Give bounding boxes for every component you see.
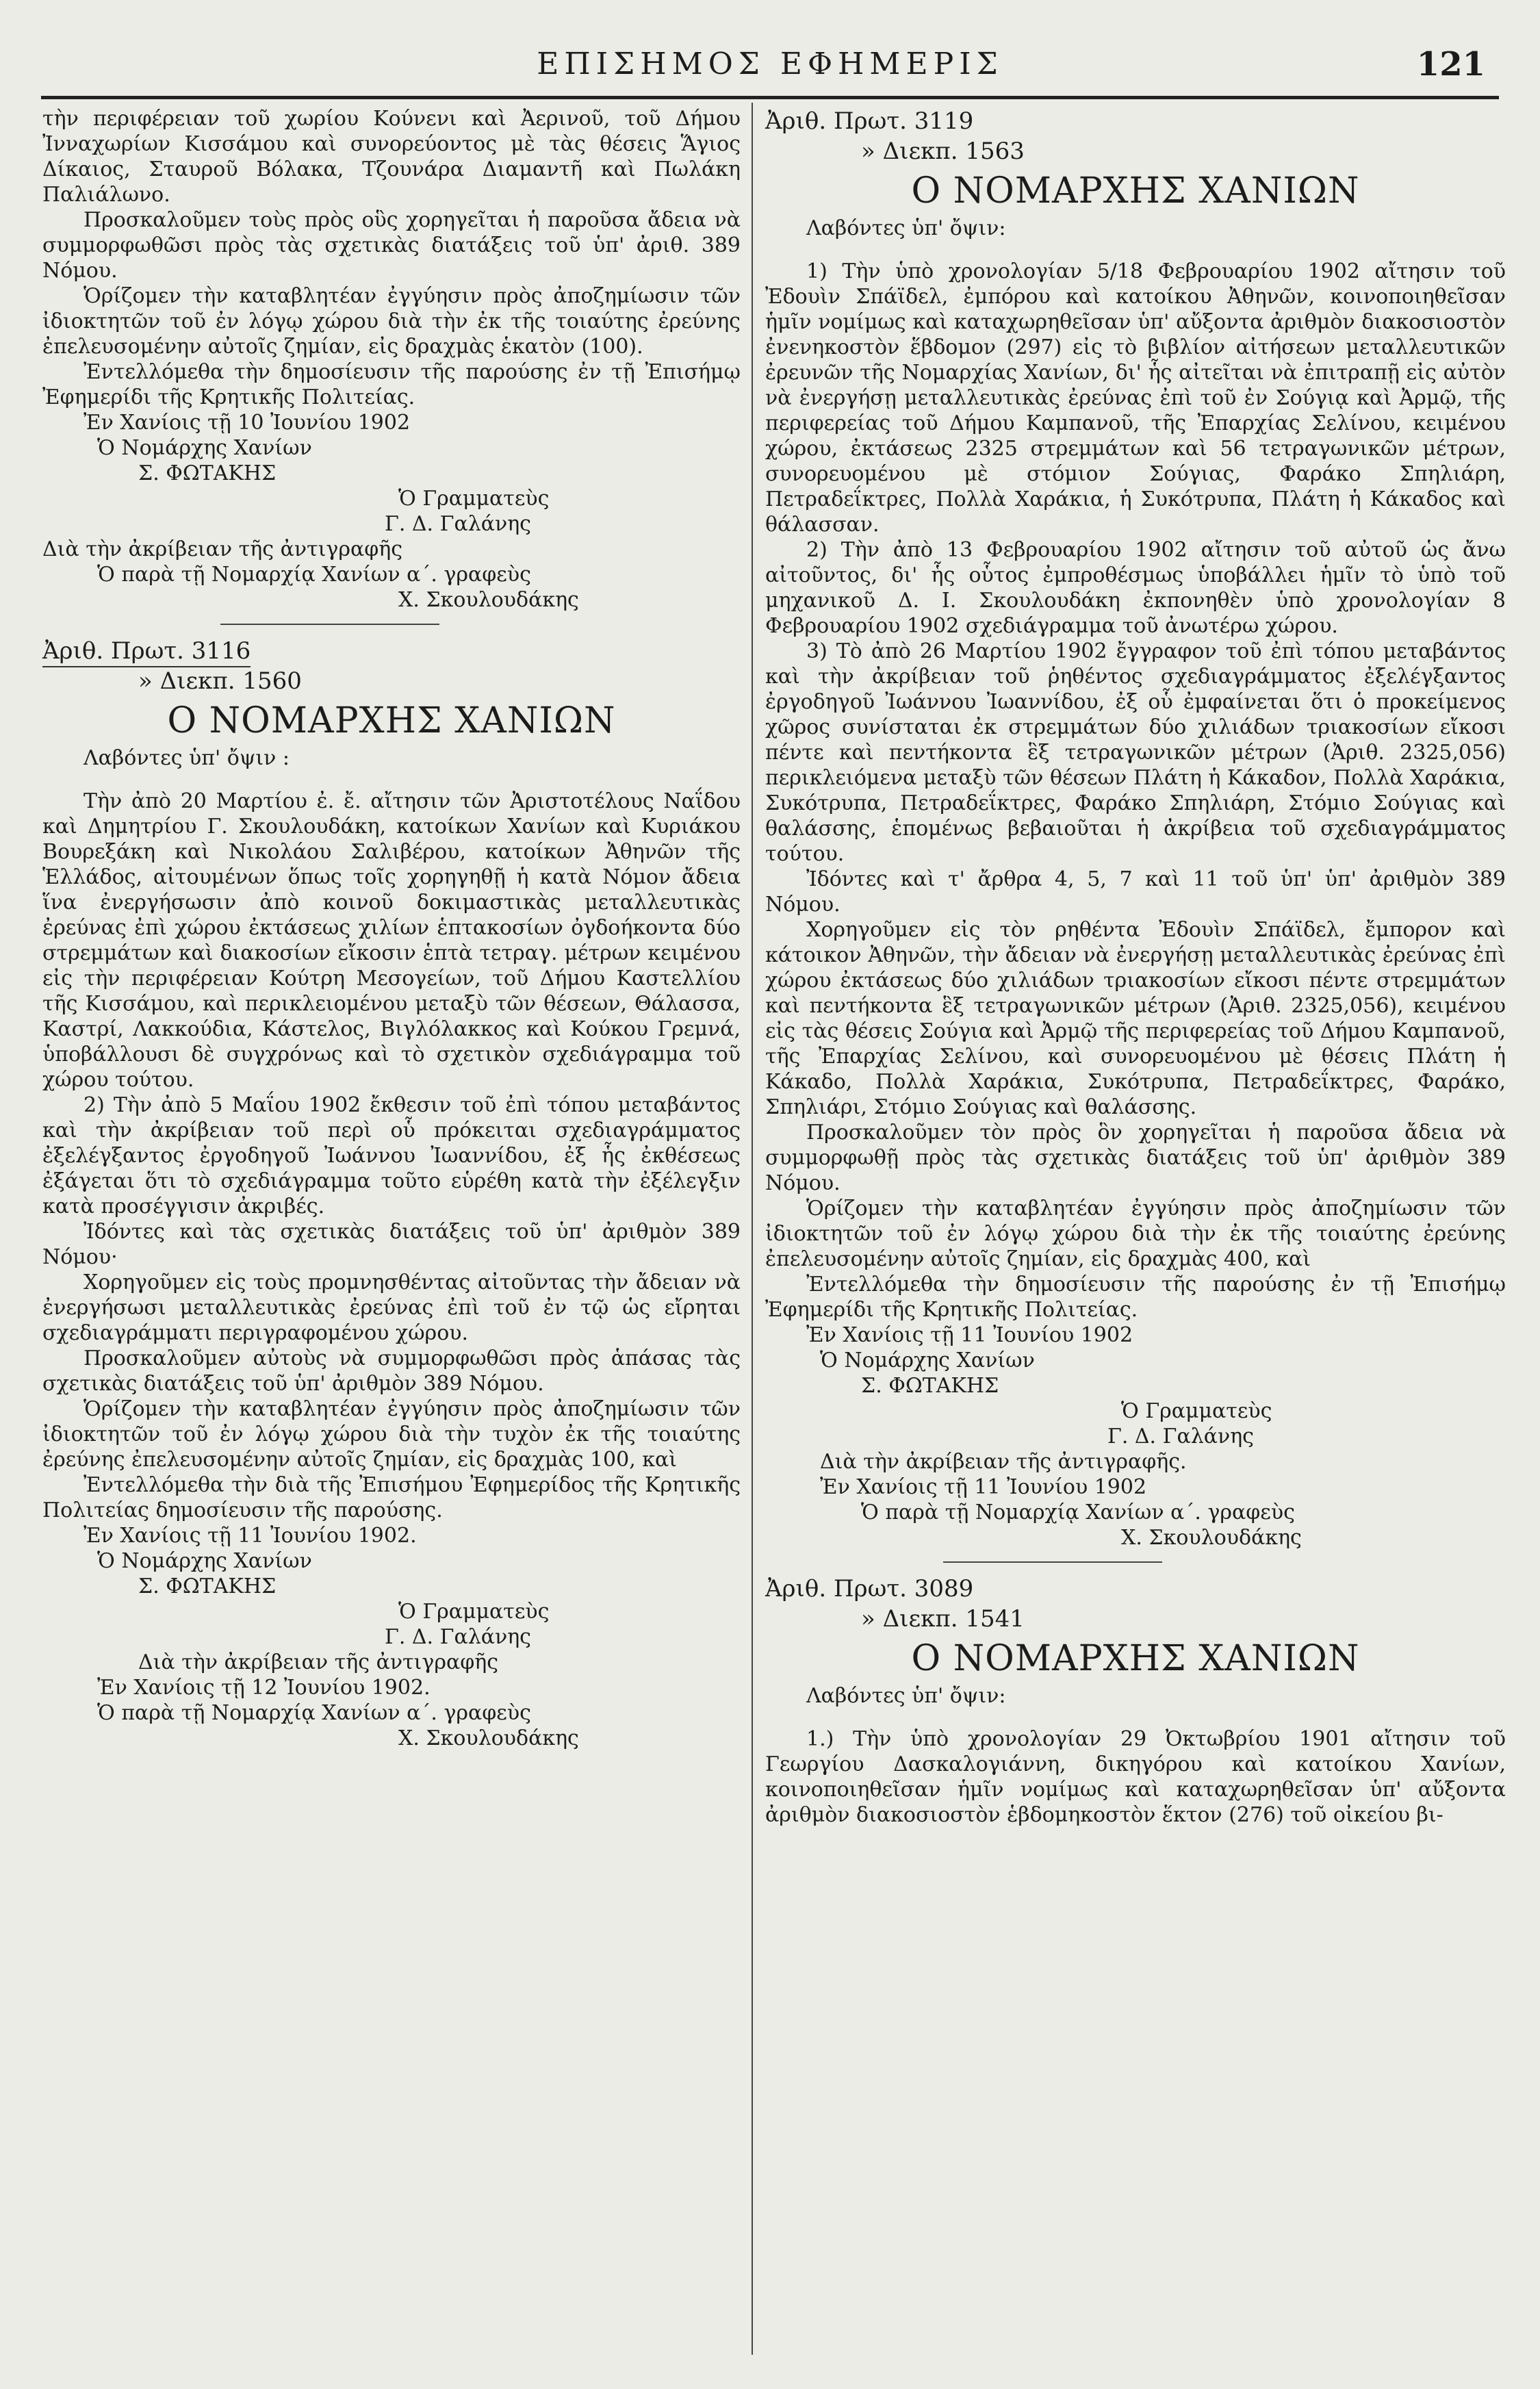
clerk-label: Ὁ παρὰ τῇ Νομαρχίᾳ Χανίων α΄. γραφεὺς <box>861 1500 1295 1524</box>
newspaper-title: ΕΠΙΣΗΜΟΣ ΕΦΗΜΕΡΙΣ <box>537 47 1003 81</box>
date-line-3: Ἐν Χανίοις τῇ 12 Ἰουνίου 1902. <box>97 1676 431 1700</box>
protocol-number-text: Ἀριθ. Πρωτ. 3116 <box>42 637 251 667</box>
nomarch-name-2: Σ. ΦΩΤΑΚΗΣ <box>138 1574 277 1598</box>
protocol-number: Ἀριθ. Πρωτ. 3119 <box>765 107 974 135</box>
protocol-number <box>42 636 741 666</box>
date-line-2: Ἐν Χανίοις τῇ 11 Ἰουνίου 1902 <box>820 1475 1147 1499</box>
section-divider <box>943 1561 1162 1563</box>
secretary-label: Ὁ Γραμματεὺς <box>1121 1399 1272 1423</box>
paragraph-2: 2) Τὴν ἀπὸ 13 Φεβρουαρίου 1902 αἴτησιν τοῦ αὐτοῦ ὡς ἄνω αἰτοῦντος, δι' ἧς οὗτος ἐμπροθέσμως ὑποβάλλει ἡμῖν τὸ ὑπὸ τοῦ μηχανικοῦ Δ. Ι. Σκουλουδάκη ἐκπονηθὲν ὑπὸ χρονολογίαν 8 Φεβρουαρίου 1902 σχεδιάγραμμα τοῦ ἀνωτέρω χώρου. <box>765 538 1506 638</box>
dispatch-number: » Διεκπ. 1563 <box>861 138 1025 165</box>
section-divider <box>220 624 439 625</box>
guarantee-paragraph: Ὁρίζομεν τὴν καταβλητέαν ἐγγύησιν πρὸς ἀποζημίωσιν τῶν ἰδιοκτητῶν τοῦ ἐν λόγῳ χώρου διὰ τὴν ἐκ τῆς τοιαύτης ἐρεύνης ἐπελευσομένην αὐτοῖς ζημίαν, εἰς δραχμὰς 400, καὶ <box>765 1197 1506 1271</box>
paragraph-2: 2) Τὴν ἀπὸ 5 Μαΐου 1902 ἔκθεσιν τοῦ ἐπὶ τόπου μεταβάντος καὶ τὴν ἀκρίβειαν τοῦ περὶ οὗ πρόκειται σχεδιαγράμματος ἐξελέγξαντος ἐργοδηγοῦ Ἰωάννου Ἰωαννίδου, ἐξ ἧς ἐκθέσεως ἐξάγεται ὅτι τὸ σχεδιάγραμμα τοῦτο εὑρέθη κατὰ τὴν ἐξέλεγξιν κατὰ προσέγγισιν ἀκριβές. <box>42 1093 741 1218</box>
clerk-name-2: Χ. Σκουλουδάκης <box>398 1726 579 1750</box>
clerk-label-2: Ὁ παρὰ τῇ Νομαρχίᾳ Χανίων α΄. γραφεὺς <box>97 1701 531 1725</box>
secretary-name: Γ. Δ. Γαλάνης <box>385 512 531 536</box>
dispatch-number-2: » Διεκπ. 1541 <box>861 1605 1025 1633</box>
nomarch-label: Ὁ Νομάρχης Χανίων <box>97 436 312 460</box>
dispatch-number: » Διεκπ. 1560 <box>138 667 302 695</box>
nomarch-name: Σ. ΦΩΤΑΚΗΣ <box>861 1374 999 1398</box>
secretary-label: Ὁ Γραμματεὺς <box>398 487 550 511</box>
seeing-paragraph: Ἰδόντες καὶ τὰς σχετικὰς διατάξεις τοῦ ὑπ' ἀριθμὸν 389 Νόμου· <box>42 1220 741 1269</box>
protocol-number-2: Ἀριθ. Πρωτ. 3089 <box>765 1575 974 1602</box>
grant-paragraph: Χορηγοῦμεν εἰς τὸν ρηθέντα Ἐδουὶν Σπάϊδελ, ἔμπορον καὶ κάτοικον Ἀθηνῶν, τὴν ἄδειαν νὰ ἐνεργήσῃ μεταλλευτικὰς ἐρεύνας ἐπὶ χώρου ἐκτάσεως δύο χιλιάδων τριακοσίων εἴκοσι πέντε στρεμμάτων καὶ πεντήκοντα ἓξ τετραγωνικῶν μέτρων (Ἀριθ. 2325,056), κειμένου εἰς τὰς θέσεις Σούγια καὶ Ἀρμῷ τῆς περιφερείας τοῦ Δήμου Καμπανοῦ, τῆς Ἐπαρχίας Σελίνου, καὶ συνορευομένου μὲ θέσεις Πλάτη ἡ Κάκαδο, Πολλὰ Χαράκια, Συκότρυπα, Πετραδεΐκτρες, Φαράκο, Σπηλιάρι, Στόμιο Σούγιας καὶ θαλάσσης. <box>765 918 1506 1119</box>
invite-paragraph-2: Προσκαλοῦμεν αὐτοὺς νὰ συμμορφωθῶσι πρὸς ἁπάσας τὰς σχετικὰς διατάξεις τοῦ ὑπ' ἀριθμὸν 389 Νόμου. <box>42 1346 741 1396</box>
secretary-name-2: Γ. Δ. Γαλάνης <box>385 1625 531 1649</box>
continuation-paragraph: τὴν περιφέρειαν τοῦ χωρίου Κούνενι καὶ Ἀερινοῦ, τοῦ Δήμου Ἰνναχωρίων Κισσάμου καὶ συνορεύοντος μὲ τὰς θέσεις Ἅγιος Δίκαιος, Σταυροῦ Βόλακα, Τζουνάρα Διαμαντῆ καὶ Πωλάκη Παλιάλωνο. <box>42 107 741 207</box>
publish-paragraph: Ἐντελλόμεθα τὴν δημοσίευσιν τῆς παρούσης ἐν τῇ Ἐπισήμῳ Ἐφημερίδι τῆς Κρητικῆς Πολιτείας. <box>42 360 741 409</box>
invite-paragraph: Προσκαλοῦμεν τοὺς πρὸς οὓς χορηγεῖται ἡ παροῦσα ἄδεια νὰ συμμορφωθῶσι πρὸς τὰς σχετικὰς διατάξεις τοῦ ὑπ' ἀριθ. 389 Νόμου. <box>42 208 741 283</box>
accuracy-line: Διὰ τὴν ἀκρίβειαν τῆς ἀντιγραφῆς. <box>820 1450 1187 1474</box>
nomarch-label-2: Ὁ Νομάρχης Χανίων <box>97 1549 312 1573</box>
right-column <box>765 106 1506 1828</box>
accuracy-line: Διὰ τὴν ἀκρίβειαν τῆς ἀντιγραφῆς <box>42 537 403 561</box>
page-number: 121 <box>1416 45 1485 84</box>
date-line: Ἐν Χανίοις τῇ 11 Ἰουνίου 1902 <box>806 1323 1133 1347</box>
secretary-name: Γ. Δ. Γαλάνης <box>1107 1425 1254 1448</box>
having-seen-line-2: Λαβόντες ὑπ' ὄψιν: <box>806 1684 1006 1708</box>
spacer <box>42 771 741 789</box>
clerk-name: Χ. Σκουλουδάκης <box>1121 1526 1302 1550</box>
section-heading-2: Ο ΝΟΜΑΡΧΗΣ ΧΑΝΙΩΝ <box>911 1638 1360 1679</box>
nomarch-name: Σ. ΦΩΤΑΚΗΣ <box>138 461 277 485</box>
paragraph-1: Τὴν ἀπὸ 20 Μαρτίου ἐ. ἔ. αἴτησιν τῶν Ἀριστοτέλους Ναΐδου καὶ Δημητρίου Γ. Σκουλουδάκη, κατοίκων Χανίων καὶ Κυριάκου Βουρεξάκη καὶ Νικολάου Σαλιβέρου, κατοίκων Ἀθηνῶν τῆς Ἑλλάδος, αἰτουμένων ὅπως τοῖς χορηγηθῇ ἡ κατὰ Νόμον ἄδεια ἵνα ἐνεργήσωσιν ἀπὸ κοινοῦ δοκιμαστικὰς μεταλλευτικὰς ἐρεύνας ἐπὶ χώρου ἐκτάσεως χιλίων ἑπτακοσίων ὀγδοήκοντα δύο στρεμμάτων καὶ διακοσίων εἴκοσιν ἑπτὰ τετραγ. μέτρων κειμένου εἰς τὴν περιφέρειαν Κούτρη Μεσογείων, τοῦ Δήμου Καστελλίου τῆς Κισσάμου, καὶ περικλειομένου μεταξὺ τῶν θέσεων, Θάλασσα, Καστρί, Λακκούδια, Κάστελος, Βιγλόλακκος καὶ Κούκου Γρεμνά, ὑποβάλλουσι δὲ συγχρόνως καὶ τὸ σχετικὸν σχεδιάγραμμα τοῦ χώρου τούτου. <box>42 789 741 1092</box>
date-line-2: Ἐν Χανίοις τῇ 11 Ἰουνίου 1902. <box>84 1524 417 1548</box>
paragraph-1: 1) Τὴν ὑπὸ χρονολογίαν 5/18 Φεβρουαρίου 1902 αἴτησιν τοῦ Ἐδουὶν Σπάϊδελ, ἐμπόρου καὶ κατοίκου Ἀθηνῶν, κοινοποιηθεῖσαν ἡμῖν νομίμως καὶ καταχωρηθεῖσαν ὑπ' αὔξοντα ἀριθμὸν διακοσιοστὸν ἐνενηκοστὸν ἕβδομον (297) εἰς τὸ βιβλίον αἰτήσεων μεταλλευτικῶν ἐρευνῶν τῆς Νομαρχίας Χανίων, δι' ἧς αἰτεῖται νὰ ἐπιτραπῇ εἰς αὐτὸν νὰ ἐνεργήσῃ μεταλλευτικὰς ἐρεύνας ἐπὶ τοῦ ἐν Σούγιᾳ καὶ Ἀρμῷ, τῆς περιφερείας τοῦ Δήμου Καμπανοῦ, τῆς Ἐπαρχίας Σελίνου, κειμένου χώρου, ἐκτάσεως 2325 στρεμμάτων καὶ 56 τετραγωνικῶν μέτρων, συνορευομένου μὲ στόμιον Σούγιας, Φαράκο Σπηλιάρη, Πετραδεΐκτρες, Πολλὰ Χαράκια, ἡ Συκότρυπα, Πλάτη ἡ Κάκαδος καὶ θάλασσαν. <box>765 259 1506 537</box>
paragraph-last: 1.) Τὴν ὑπὸ χρονολογίαν 29 Ὀκτωβρίου 1901 αἴτησιν τοῦ Γεωργίου Δασκαλογιάννη, δικηγόρου καὶ κατοίκου Χανίων, κοινοποιηθεῖσαν ἡμῖν νομίμως καὶ καταχωρηθεῖσαν ὑπ' αὔξοντα ἀριθμὸν διακοσιοστὸν ἑβδομηκοστὸν ἕκτον (276) τοῦ οἰκείου βι- <box>765 1727 1506 1827</box>
column-divider <box>752 103 753 2355</box>
date-line: Ἐν Χανίοις τῇ 10 Ἰουνίου 1902 <box>84 411 411 435</box>
clerk-label: Ὁ παρὰ τῇ Νομαρχίᾳ Χανίων α΄. γραφεὺς <box>97 563 531 587</box>
having-seen-line: Λαβόντες ὑπ' ὄψιν: <box>806 216 1006 240</box>
clerk-name: Χ. Σκουλουδάκης <box>398 588 579 612</box>
publish-paragraph: Ἐντελλόμεθα τὴν δημοσίευσιν τῆς παρούσης ἐν τῇ Ἐπισήμῳ Ἐφημερίδι τῆς Κρητικῆς Πολιτείας. <box>765 1273 1506 1322</box>
spacer <box>765 241 1506 259</box>
publish-paragraph-2: Ἐντελλόμεθα τὴν διὰ τῆς Ἐπισήμου Ἐφημερίδος τῆς Κρητικῆς Πολιτείας δημοσίευσιν τῆς παρούσης. <box>42 1473 741 1522</box>
accuracy-line-2: Διὰ τὴν ἀκρίβειαν τῆς ἀντιγραφῆς <box>138 1650 499 1674</box>
left-column <box>42 106 741 1751</box>
paragraph-3: 3) Τὸ ἀπὸ 26 Μαρτίου 1902 ἔγγραφον τοῦ ἐπὶ τόπου μεταβάντος καὶ τὴν ἀκρίβειαν τοῦ ῥηθέντος σχεδιαγράμματος ἐξελέγξαντος ἐργοδηγοῦ Ἰωάννου Ἰωαννίδου, ἐξ οὗ ἐμφαίνεται ὅτι ὁ προκείμενος χῶρος συνίσταται ἐκ στρεμμάτων δύο χιλιάδων τριακοσίων εἴκοσι πέντε καὶ πεντήκοντα ἓξ τετραγωνικῶν μέτρων (Ἀριθ. 2325,056) περικλειόμενα μεταξὺ τῶν θέσεων Πλάτη ἡ Κάκαδον, Πολλὰ Χαράκια, Συκότρυπα, Πετραδεΐκτρες, Φαράκο Σπηλιάρη, Στόμιο Σούγιας καὶ θαλάσσης, ἑπομένως βεβαιοῦται ἡ ἀκρίβεια τοῦ σχεδιαγράμματος τούτου. <box>765 639 1506 866</box>
secretary-label-2: Ὁ Γραμματεὺς <box>398 1600 550 1624</box>
invite-paragraph: Προσκαλοῦμεν τὸν πρὸς ὃν χορηγεῖται ἡ παροῦσα ἄδεια νὰ συμμορφωθῇ πρὸς τὰς σχετικὰς διατάξεις τοῦ ὑπ' ἀριθμὸν 389 Νόμου. <box>765 1121 1506 1195</box>
guarantee-paragraph-2: Ὁρίζομεν τὴν καταβλητέαν ἐγγύησιν πρὸς ἀποζημίωσιν τῶν ἰδιοκτητῶν τοῦ ἐν λόγῳ χώρου διὰ τὴν τυχὸν ἐκ τῆς τοιαύτης ἐρεύνης ἐπελευσομένην αὐτοῖς ζημίαν, εἰς δραχμὰς 100, καὶ <box>42 1397 741 1472</box>
having-seen-line: Λαβόντες ὑπ' ὄψιν : <box>84 746 290 770</box>
guarantee-paragraph: Ὁρίζομεν τὴν καταβλητέαν ἐγγύησιν πρὸς ἀποζημίωσιν τῶν ἰδιοκτητῶν τοῦ ἐν λόγῳ χώρου διὰ τὴν ἐκ τῆς τοιαύτης ἐρεύνης ἐπελευσομένην αὐτοῖς ζημίαν, εἰς δραχμὰς ἑκατὸν (100). <box>42 284 741 359</box>
seeing-paragraph: Ἰδόντες καὶ τ' ἄρθρα 4, 5, 7 καὶ 11 τοῦ ὑπ' ὑπ' ἀριθμὸν 389 Νόμου. <box>765 867 1506 917</box>
spacer <box>765 1709 1506 1726</box>
page-header <box>41 27 1499 99</box>
section-heading: Ο ΝΟΜΑΡΧΗΣ ΧΑΝΙΩΝ <box>167 700 616 741</box>
section-heading: Ο ΝΟΜΑΡΧΗΣ ΧΑΝΙΩΝ <box>911 170 1360 212</box>
nomarch-label: Ὁ Νομάρχης Χανίων <box>820 1349 1035 1372</box>
grant-paragraph: Χορηγοῦμεν εἰς τοὺς προμνησθέντας αἰτοῦντας τὴν ἄδειαν νὰ ἐνεργήσωσι μεταλλευτικὰς ἐρεύνας ἐπὶ τοῦ ἐν τῷ ὡς εἴρηται σχεδιαγράμματι περιγραφομένου χώρου. <box>42 1270 741 1345</box>
